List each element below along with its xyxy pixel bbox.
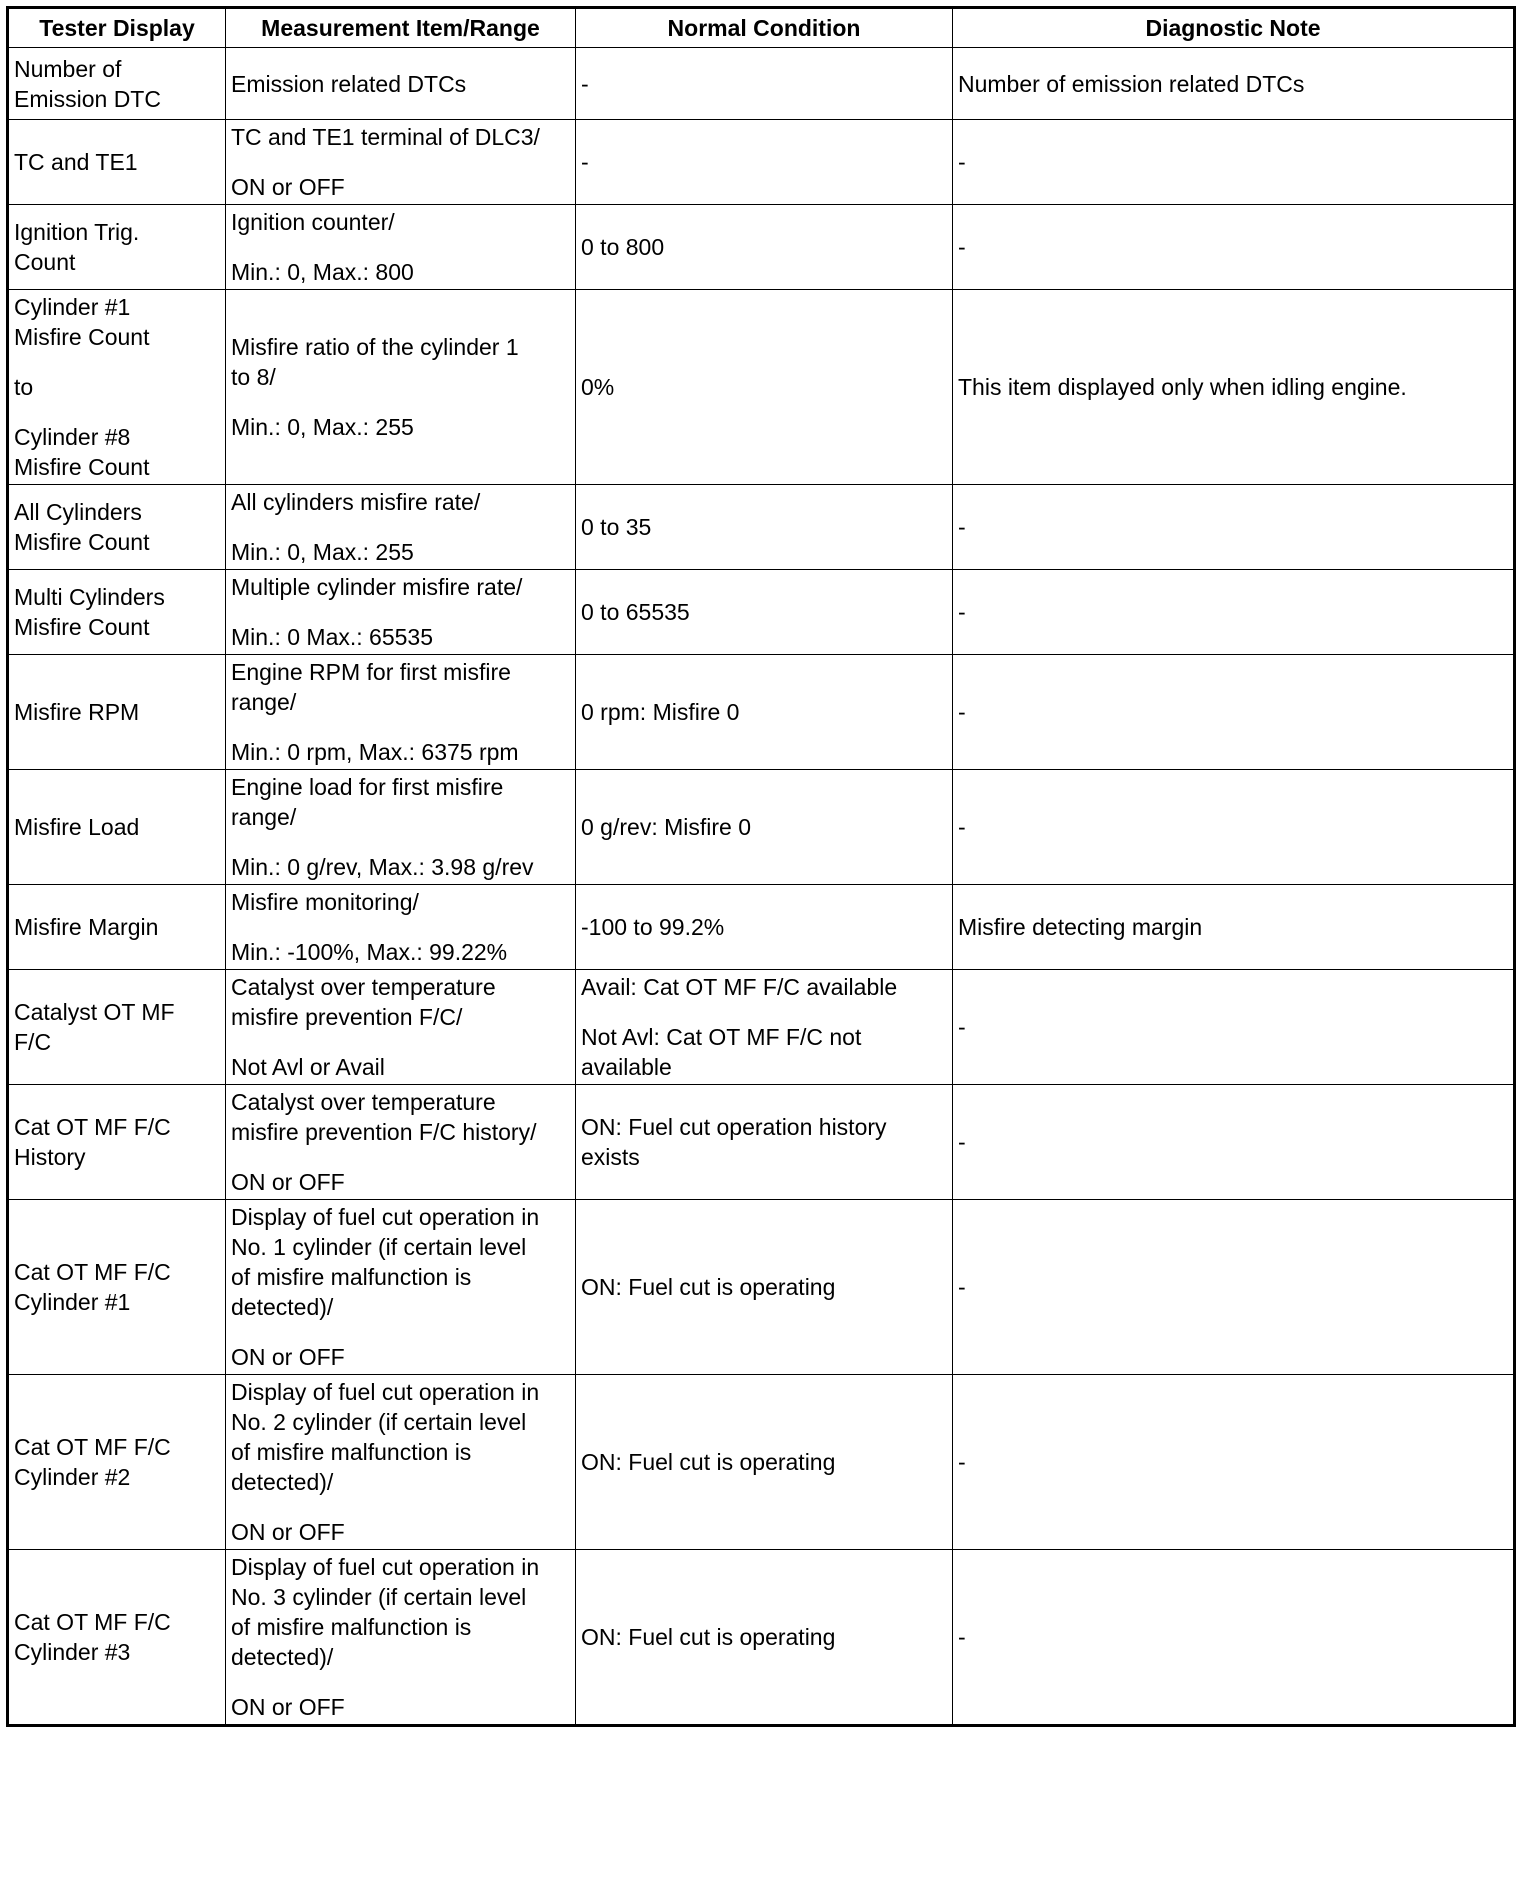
measurement-item-cell bbox=[226, 1550, 576, 1726]
line-spacer bbox=[231, 1497, 570, 1517]
cell-text: of misfire malfunction is bbox=[231, 1264, 472, 1290]
cell-text: Misfire monitoring/ bbox=[231, 889, 419, 915]
cell-text: Ignition Trig. bbox=[14, 219, 140, 245]
cell-text: Min.: 0, Max.: 800 bbox=[231, 259, 414, 285]
cell-text: Min.: 0 Max.: 65535 bbox=[231, 624, 433, 650]
cell-text: 0 to 35 bbox=[581, 514, 652, 540]
cell-text: Cat OT MF F/C bbox=[14, 1114, 171, 1140]
tester-display-cell bbox=[8, 290, 226, 485]
cell-text: 0 g/rev: Misfire 0 bbox=[581, 814, 751, 840]
cell-text: ON: Fuel cut operation history bbox=[581, 1114, 887, 1140]
cell-text: Catalyst over temperature bbox=[231, 1089, 496, 1115]
normal-condition-cell bbox=[576, 290, 953, 485]
header-tester-display: Tester Display bbox=[8, 8, 226, 48]
measurement-item-cell bbox=[226, 1085, 576, 1200]
cell-text: Not Avl or Avail bbox=[231, 1054, 385, 1080]
table-row bbox=[8, 205, 1515, 290]
measurement-item-cell bbox=[226, 120, 576, 205]
cell-text: of misfire malfunction is bbox=[231, 1614, 472, 1640]
cell-text: - bbox=[581, 70, 589, 97]
table-row bbox=[8, 1200, 1515, 1375]
cell-text: detected)/ bbox=[231, 1294, 334, 1320]
diagnostic-note-cell bbox=[953, 48, 1515, 120]
tester-display-cell bbox=[8, 1375, 226, 1550]
cell-text: Emission DTC bbox=[14, 85, 161, 112]
line-spacer bbox=[231, 392, 570, 412]
cell-text: - bbox=[958, 149, 966, 175]
table-row bbox=[8, 1550, 1515, 1726]
cell-text: Multiple cylinder misfire rate/ bbox=[231, 574, 523, 600]
normal-condition-cell bbox=[576, 885, 953, 970]
cell-text: 0 to 800 bbox=[581, 234, 665, 260]
header-normal-condition: Normal Condition bbox=[576, 8, 953, 48]
cell-text: ON or OFF bbox=[231, 1694, 345, 1720]
table-row bbox=[8, 885, 1515, 970]
line-spacer bbox=[231, 1032, 570, 1052]
cell-text: ON: Fuel cut is operating bbox=[581, 1624, 836, 1650]
measurement-item-cell bbox=[226, 48, 576, 120]
table-row bbox=[8, 48, 1515, 120]
diagnostic-note-cell bbox=[953, 655, 1515, 770]
header-measurement-item: Measurement Item/Range bbox=[226, 8, 576, 48]
cell-text: -100 to 99.2% bbox=[581, 914, 725, 940]
normal-condition-cell bbox=[576, 120, 953, 205]
cell-text: Misfire Count bbox=[14, 529, 150, 555]
table-body bbox=[8, 48, 1515, 1726]
cell-text: Misfire Load bbox=[14, 814, 140, 840]
header-diagnostic-note: Diagnostic Note bbox=[953, 8, 1515, 48]
measurement-item-cell bbox=[226, 485, 576, 570]
line-spacer bbox=[231, 152, 570, 172]
measurement-item-cell bbox=[226, 655, 576, 770]
cell-text: Cylinder #3 bbox=[14, 1639, 131, 1665]
cell-text: - bbox=[958, 1014, 966, 1040]
diagnostic-note-cell bbox=[953, 205, 1515, 290]
line-spacer bbox=[231, 517, 570, 537]
cell-text: Misfire Count bbox=[14, 324, 150, 350]
table-row bbox=[8, 770, 1515, 885]
cell-text: F/C bbox=[14, 1029, 52, 1055]
cell-text: TC and TE1 bbox=[14, 149, 138, 175]
measurement-item-cell bbox=[226, 1375, 576, 1550]
table-row bbox=[8, 290, 1515, 485]
cell-text: Cat OT MF F/C bbox=[14, 1259, 171, 1285]
diagnostic-note-cell bbox=[953, 120, 1515, 205]
tester-display-cell bbox=[8, 1085, 226, 1200]
normal-condition-cell bbox=[576, 770, 953, 885]
cell-text: Misfire detecting margin bbox=[958, 914, 1203, 940]
cell-text: No. 2 cylinder (if certain level bbox=[231, 1409, 527, 1435]
line-spacer bbox=[231, 1672, 570, 1692]
cell-text: available bbox=[581, 1054, 672, 1080]
cell-text: - bbox=[958, 1449, 966, 1475]
tester-display-cell bbox=[8, 48, 226, 120]
cell-text: - bbox=[958, 234, 966, 260]
table-row bbox=[8, 1085, 1515, 1200]
diagnostic-note-cell bbox=[953, 1200, 1515, 1375]
cell-text: Multi Cylinders bbox=[14, 584, 165, 610]
cell-text: to bbox=[14, 374, 34, 400]
cell-text: Cylinder #8 bbox=[14, 424, 131, 450]
cell-text: Misfire ratio of the cylinder 1 bbox=[231, 334, 519, 360]
cell-text: - bbox=[958, 1624, 966, 1650]
diagnostic-note-cell bbox=[953, 1550, 1515, 1726]
table-row bbox=[8, 655, 1515, 770]
measurement-item-cell bbox=[226, 205, 576, 290]
tester-display-cell bbox=[8, 120, 226, 205]
cell-text: ON or OFF bbox=[231, 174, 345, 200]
cell-text: - bbox=[958, 1274, 966, 1300]
cell-text: - bbox=[958, 699, 966, 725]
cell-text: TC and TE1 terminal of DLC3/ bbox=[231, 124, 540, 150]
cell-text: 0 to 65535 bbox=[581, 599, 690, 625]
measurement-item-cell bbox=[226, 970, 576, 1085]
cell-text: detected)/ bbox=[231, 1644, 334, 1670]
normal-condition-cell bbox=[576, 205, 953, 290]
cell-text: Min.: 0, Max.: 255 bbox=[231, 414, 414, 440]
cell-text: ON: Fuel cut is operating bbox=[581, 1449, 836, 1475]
tester-display-cell bbox=[8, 1550, 226, 1726]
diagnostic-note-cell bbox=[953, 885, 1515, 970]
cell-text: Number of bbox=[14, 55, 122, 82]
table-row bbox=[8, 570, 1515, 655]
line-spacer bbox=[231, 717, 570, 737]
measurement-item-cell bbox=[226, 570, 576, 655]
cell-text: Ignition counter/ bbox=[231, 209, 395, 235]
table-row bbox=[8, 1375, 1515, 1550]
cell-text: - bbox=[958, 599, 966, 625]
diagnostic-note-cell bbox=[953, 970, 1515, 1085]
cell-text: Not Avl: Cat OT MF F/C not bbox=[581, 1024, 862, 1050]
tester-display-cell bbox=[8, 885, 226, 970]
line-spacer bbox=[231, 832, 570, 852]
cell-text: Number of emission related DTCs bbox=[958, 70, 1305, 97]
cell-text: Engine load for first misfire bbox=[231, 774, 504, 800]
line-spacer bbox=[231, 602, 570, 622]
normal-condition-cell bbox=[576, 1550, 953, 1726]
tester-display-cell bbox=[8, 655, 226, 770]
cell-text: detected)/ bbox=[231, 1469, 334, 1495]
cell-text: Cat OT MF F/C bbox=[14, 1434, 171, 1460]
cell-text: Min.: 0 g/rev, Max.: 3.98 g/rev bbox=[231, 854, 534, 880]
diagnostic-note-cell bbox=[953, 485, 1515, 570]
table-row bbox=[8, 970, 1515, 1085]
tester-display-cell bbox=[8, 485, 226, 570]
cell-text: No. 1 cylinder (if certain level bbox=[231, 1234, 527, 1260]
cell-text: Catalyst OT MF bbox=[14, 999, 175, 1025]
table-row bbox=[8, 120, 1515, 205]
line-spacer bbox=[231, 917, 570, 937]
normal-condition-cell bbox=[576, 1200, 953, 1375]
measurement-item-cell bbox=[226, 290, 576, 485]
cell-text: ON: Fuel cut is operating bbox=[581, 1274, 836, 1300]
cell-text: - bbox=[958, 514, 966, 540]
normal-condition-cell bbox=[576, 1375, 953, 1550]
cell-text: Avail: Cat OT MF F/C available bbox=[581, 974, 898, 1000]
line-spacer bbox=[231, 237, 570, 257]
line-spacer bbox=[231, 1147, 570, 1167]
cell-text: misfire prevention F/C/ bbox=[231, 1004, 463, 1030]
cell-text: Display of fuel cut operation in bbox=[231, 1554, 540, 1580]
line-spacer bbox=[231, 1322, 570, 1342]
cell-text: No. 3 cylinder (if certain level bbox=[231, 1584, 527, 1610]
table-header-row bbox=[8, 8, 1515, 48]
cell-text: - bbox=[958, 814, 966, 840]
diagnostic-note-cell bbox=[953, 770, 1515, 885]
cell-text: Min.: 0 rpm, Max.: 6375 rpm bbox=[231, 739, 519, 765]
tester-display-cell bbox=[8, 770, 226, 885]
line-spacer bbox=[581, 1002, 947, 1022]
cell-text: Misfire Count bbox=[14, 454, 150, 480]
tester-display-cell bbox=[8, 570, 226, 655]
cell-text: ON or OFF bbox=[231, 1519, 345, 1545]
tester-display-cell bbox=[8, 1200, 226, 1375]
tester-display-cell bbox=[8, 205, 226, 290]
cell-text: Cat OT MF F/C bbox=[14, 1609, 171, 1635]
cell-text: Cylinder #2 bbox=[14, 1464, 131, 1490]
cell-text: 0 rpm: Misfire 0 bbox=[581, 699, 740, 725]
cell-text: to 8/ bbox=[231, 364, 276, 390]
normal-condition-cell bbox=[576, 655, 953, 770]
cell-text: Cylinder #1 bbox=[14, 1289, 131, 1315]
cell-text: - bbox=[958, 1129, 966, 1155]
normal-condition-cell bbox=[576, 485, 953, 570]
normal-condition-cell bbox=[576, 970, 953, 1085]
cell-text: Min.: -100%, Max.: 99.22% bbox=[231, 939, 508, 965]
normal-condition-cell bbox=[576, 48, 953, 120]
cell-text: All Cylinders bbox=[14, 499, 142, 525]
cell-text: Count bbox=[14, 249, 76, 275]
measurement-item-cell bbox=[226, 1200, 576, 1375]
cell-text: ON or OFF bbox=[231, 1169, 345, 1195]
cell-text: Display of fuel cut operation in bbox=[231, 1379, 540, 1405]
cell-text: range/ bbox=[231, 689, 297, 715]
cell-text: Display of fuel cut operation in bbox=[231, 1204, 540, 1230]
cell-text: History bbox=[14, 1144, 86, 1170]
cell-text: Misfire RPM bbox=[14, 699, 140, 725]
diagnostic-data-table bbox=[6, 6, 1516, 1727]
line-spacer bbox=[14, 352, 220, 372]
cell-text: Misfire Margin bbox=[14, 914, 159, 940]
diagnostic-note-cell bbox=[953, 1085, 1515, 1200]
normal-condition-cell bbox=[576, 1085, 953, 1200]
diagnostic-note-cell bbox=[953, 1375, 1515, 1550]
cell-text: Cylinder #1 bbox=[14, 294, 131, 320]
cell-text: 0% bbox=[581, 374, 615, 400]
cell-text: - bbox=[581, 149, 589, 175]
line-spacer bbox=[14, 402, 220, 422]
diagnostic-note-cell bbox=[953, 570, 1515, 655]
cell-text: Engine RPM for first misfire bbox=[231, 659, 511, 685]
cell-text: All cylinders misfire rate/ bbox=[231, 489, 481, 515]
cell-text: range/ bbox=[231, 804, 297, 830]
cell-text: of misfire malfunction is bbox=[231, 1439, 472, 1465]
cell-text: Misfire Count bbox=[14, 614, 150, 640]
cell-text: misfire prevention F/C history/ bbox=[231, 1119, 537, 1145]
normal-condition-cell bbox=[576, 570, 953, 655]
table-row bbox=[8, 485, 1515, 570]
cell-text: Min.: 0, Max.: 255 bbox=[231, 539, 414, 565]
cell-text: Catalyst over temperature bbox=[231, 974, 496, 1000]
diagnostic-note-cell bbox=[953, 290, 1515, 485]
measurement-item-cell bbox=[226, 770, 576, 885]
cell-text: Emission related DTCs bbox=[231, 70, 467, 97]
cell-text: This item displayed only when idling engine. bbox=[958, 374, 1407, 400]
measurement-item-cell bbox=[226, 885, 576, 970]
tester-display-cell bbox=[8, 970, 226, 1085]
cell-text: ON or OFF bbox=[231, 1344, 345, 1370]
cell-text: exists bbox=[581, 1144, 640, 1170]
